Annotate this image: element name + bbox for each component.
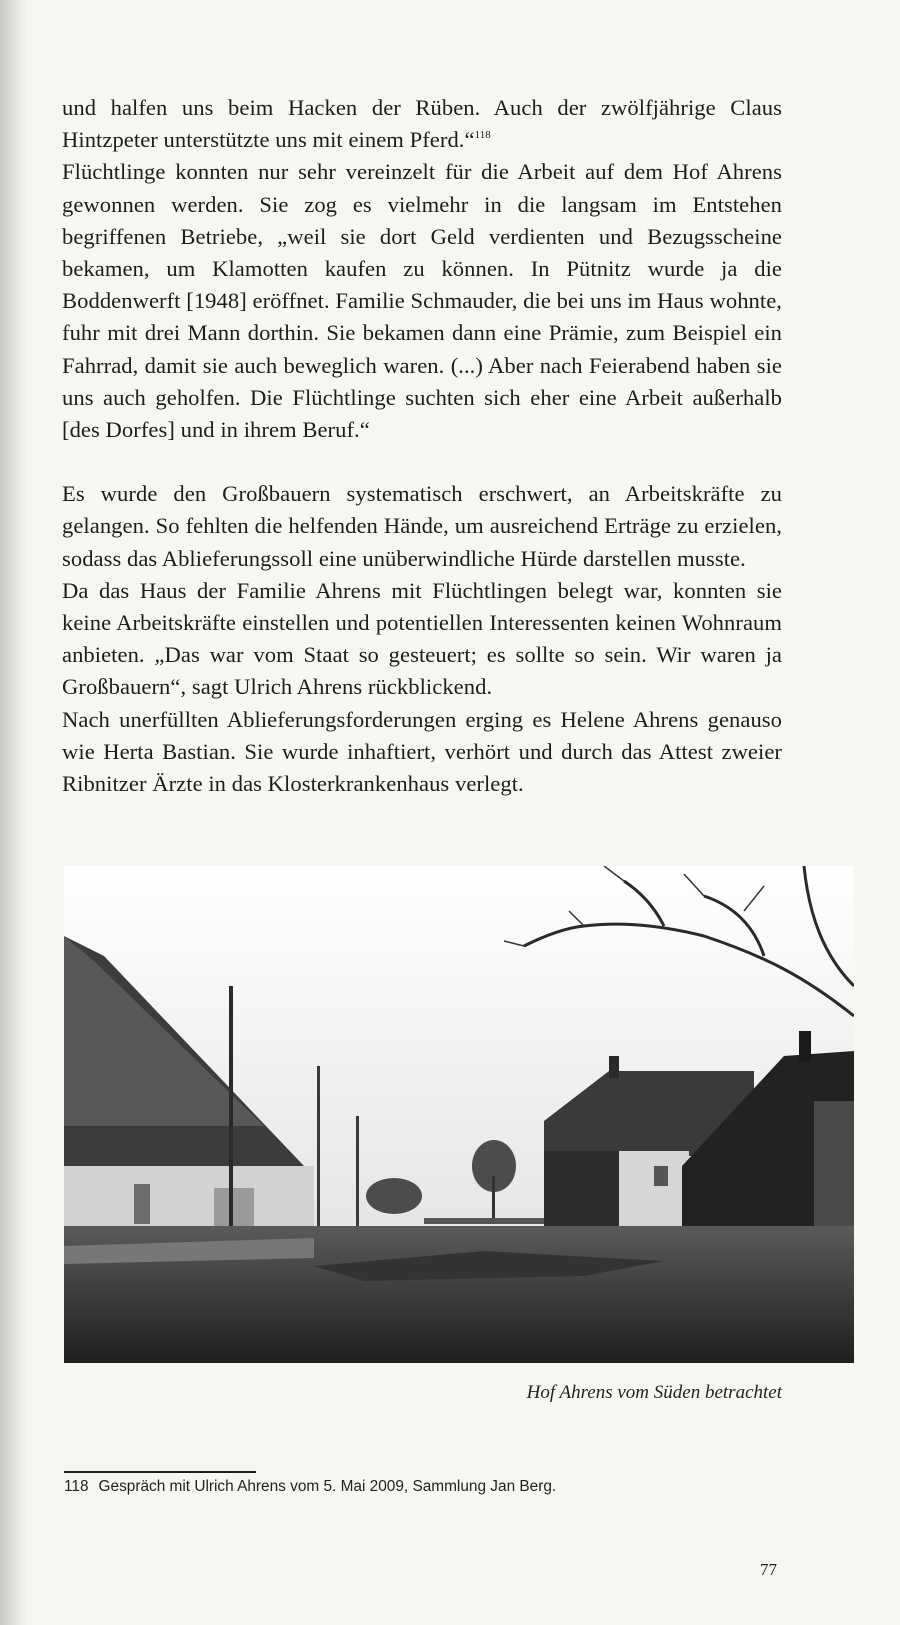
paragraph-4: Da das Haus der Familie Ahrens mit Flüchtlingen belegt war, konnten sie keine Arbeitskräfte einstellen und potentiellen Interessenten keinen Wohnraum anbieten. „Das war vom Staat so gesteuert; es sollte so sein. Wir waren ja Großbauern“, sagt Ulrich Ahrens rückblickend. <box>62 577 782 700</box>
paragraph-1-text: und halfen uns beim Hacken der Rüben. Auch der zwölfjährige Claus Hintzpeter unterstützte uns mit einem Pferd.“ <box>62 95 782 153</box>
footnote-reference[interactable]: 118 <box>474 129 491 142</box>
footnote-text: Gespräch mit Ulrich Ahrens vom 5. Mai 2009, Sammlung Jan Berg. <box>98 1478 557 1495</box>
farm-photograph <box>64 866 854 1363</box>
figure-caption: Hof Ahrens vom Süden betrachtet <box>526 1382 782 1403</box>
book-gutter-shadow <box>0 0 28 1625</box>
page-number: 77 <box>760 1560 777 1579</box>
footnote-number: 118 <box>64 1478 89 1495</box>
page-body <box>62 92 782 800</box>
paragraph-2: Flüchtlinge konnten nur sehr vereinzelt für die Arbeit auf dem Hof Ahrens gewonnen werden. Sie zog es vielmehr in die langsam im Entstehen begriffenen Betriebe, „weil sie dort Geld verdienten und Bezugsscheine bekamen, um Klamotten kaufen zu können. In Pütnitz wurde ja die Boddenwerft [1948] eröffnet. Familie Schmauder, die bei uns im Haus wohnte, fuhr mit drei Mann dorthin. Sie bekamen dann eine Prämie, zum Beispiel ein Fahrrad, damit sie auch beweglich waren. (...) Aber nach Feierabend haben sie uns auch geholfen. Die Flüchtlinge suchten sich eher eine Arbeit außerhalb [des Dorfes] und in ihrem Beruf.“ <box>62 159 782 443</box>
footnote-118 <box>64 1478 556 1496</box>
paragraph-3: Es wurde den Großbauern systematisch erschwert, an Arbeitskräfte zu gelangen. So fehlten die helfenden Hände, um ausreichend Erträge zu erzielen, sodass das Ablieferungssoll eine unüberwindliche Hürde darstellen musste. <box>62 481 782 571</box>
paragraph-5: Nach unerfüllten Ablieferungsforderungen erging es Helene Ahrens genauso wie Herta Bastian. Sie wurde inhaftiert, verhört und durch das Attest zweier Ribnitzer Ärzte in das Klosterkrankenhaus verlegt. <box>62 706 782 797</box>
paragraph-1 <box>62 92 782 156</box>
farm-photo-illustration <box>64 866 854 1363</box>
footnote-separator <box>64 1471 256 1473</box>
